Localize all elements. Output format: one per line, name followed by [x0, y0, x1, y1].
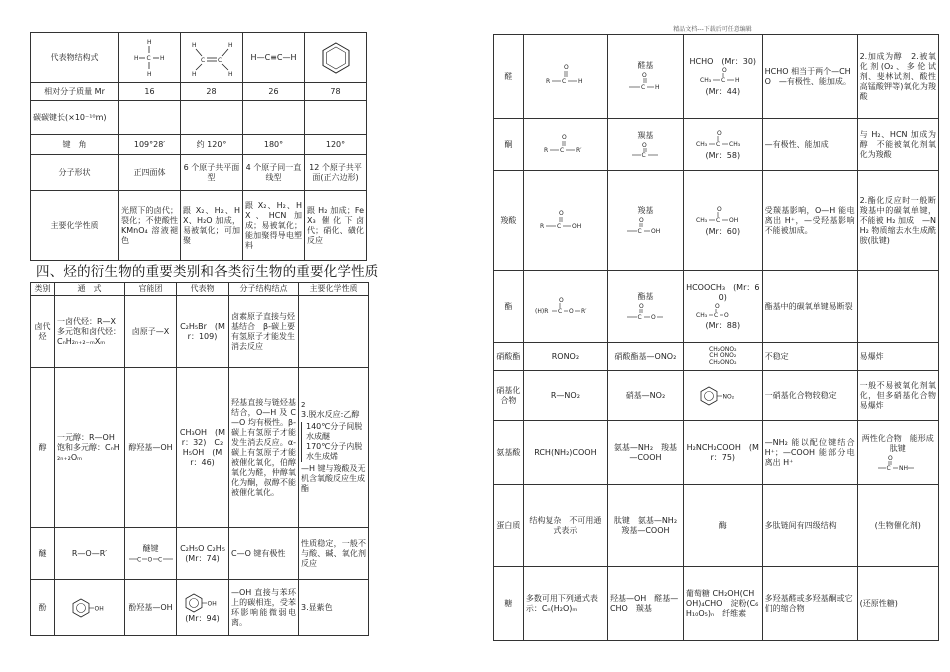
- atom-nh: NH: [898, 464, 908, 472]
- acetic-acid-icon: [695, 205, 751, 227]
- atom-r: R: [544, 146, 549, 154]
- atom-h: H: [191, 41, 197, 49]
- cell: [305, 101, 367, 135]
- cell: [523, 35, 607, 119]
- cell: R—O—R′: [55, 528, 125, 580]
- row-label: 碳碳键长(×10⁻¹⁰m): [31, 101, 119, 135]
- cell: [177, 580, 229, 636]
- cell: 28: [181, 83, 243, 101]
- cell: [55, 580, 125, 636]
- methane-structure: [119, 33, 181, 83]
- cell: 跟 X₂、H₂、HX、H₂O 加成，易被氧化；可加聚: [181, 191, 243, 261]
- cell: [119, 101, 181, 135]
- cell: —NH₂ 能以配位键结合 H⁺；—COOH 能部分电离出 H⁺: [762, 421, 857, 485]
- cell: C₂H₅O C₂H₅ (Mr：74): [177, 528, 229, 580]
- atom-c: C: [720, 76, 725, 84]
- atom-o: O: [639, 302, 645, 310]
- cell: 醇羟基—OH: [125, 368, 177, 528]
- cell-text: 140℃分子间脱水成醚: [306, 421, 363, 441]
- atom-c: C: [560, 146, 565, 154]
- bracket-group: [301, 422, 366, 462]
- cell: 羟基—OH 醛基—CHO 羰基: [607, 567, 683, 641]
- atom-ch3: CH₃: [695, 216, 707, 224]
- cell: [523, 119, 607, 171]
- atom-h: H: [227, 41, 233, 49]
- cell-text: (Mr：88): [705, 320, 741, 330]
- atom-r: R: [540, 222, 545, 230]
- cell: 约 120°: [181, 135, 243, 155]
- cell: 26: [243, 83, 305, 101]
- right-page: [475, 0, 950, 672]
- cell: 12 个原子共平面(正六边形): [305, 155, 367, 191]
- table-row: [31, 296, 369, 368]
- cell: C₂H₅Br (Mr：109): [177, 296, 229, 368]
- cell: RONO₂: [523, 343, 607, 371]
- atom-c: C: [157, 556, 162, 563]
- atom-oh: OH: [651, 227, 661, 235]
- cell: 2.加成为醇 2.被氧化剂(O₂、多伦试剂、斐林试剂、酸性高锰酸钾等)氧化为羧酸: [857, 35, 938, 119]
- cell-text: (Mr：60): [705, 226, 741, 236]
- carboxyl-group-icon: [625, 216, 665, 236]
- cell: 2.酯化反应时一般断羧基中的碳氧单键，不能被 H₂ 加成 —NH₂ 物质缩去水生成酰胺(肽键): [857, 171, 938, 271]
- category-cell: 硝酸酯: [494, 343, 524, 371]
- atom-o: O: [559, 296, 565, 304]
- ester-formula-icon: [535, 296, 595, 318]
- atom-oh: OH: [94, 605, 104, 612]
- atom-h: H: [734, 76, 740, 84]
- cell-text: 170℃分子内脱水生成烯: [306, 441, 363, 461]
- cell: —OH 直接与苯环上的碳相连，受苯环影响能微弱电离。: [229, 580, 299, 636]
- atom-oh: OH: [207, 600, 217, 607]
- derivatives-table: [30, 282, 369, 636]
- cell: 硝基—NO₂: [607, 371, 683, 421]
- cell-text: (Mr：94): [185, 613, 220, 623]
- cell: [299, 368, 369, 528]
- phenol-formula-icon: [70, 597, 110, 619]
- atom-o: O: [716, 129, 722, 137]
- cell-text: CH₂ONO₂: [709, 345, 737, 353]
- table-row: [494, 421, 939, 485]
- cell: 一般不易被氧化剂氧化，但多硝基化合物易爆炸: [857, 371, 938, 421]
- cell-text: 羧基: [637, 205, 654, 215]
- cell: R—NO₂: [523, 371, 607, 421]
- page-header-watermark: 精品文档---下载后可任意编辑: [673, 26, 752, 33]
- atom-c: C: [217, 56, 222, 64]
- cell: (还原性糖): [857, 567, 938, 641]
- category-cell: 醛: [494, 35, 524, 119]
- cell-text: 3.脱水反应:乙醇: [301, 409, 360, 419]
- cell: 酯基中的碳氧单键易断裂: [762, 271, 857, 343]
- atom-c: C: [886, 464, 891, 472]
- table-row: [494, 119, 939, 171]
- col-header: 官能团: [125, 283, 177, 296]
- cell: 多羟基醛或多羟基酮或它们的缩合物: [762, 567, 857, 641]
- atom-o: O: [714, 302, 720, 310]
- cell: [125, 528, 177, 580]
- table-row: [31, 83, 367, 101]
- cell: 正四面体: [119, 155, 181, 191]
- atom-h: H: [578, 77, 583, 85]
- cell: [607, 35, 683, 119]
- atom-c: C: [557, 222, 562, 230]
- atom-ch3: CH₃: [695, 140, 707, 148]
- carboxylic-acid-formula-icon: [536, 209, 594, 233]
- cell: —有极性、能加成: [762, 119, 857, 171]
- cell: [523, 171, 607, 271]
- cell: 与 H₂、HCN 加成为醇 不能被氧化剂氧化为羧酸: [857, 119, 938, 171]
- col-header: 通 式: [55, 283, 125, 296]
- cell-text: CH₂ONO₂: [709, 358, 737, 366]
- category-cell: 羧酸: [494, 171, 524, 271]
- atom-h: H: [159, 54, 165, 62]
- cell: 109°28′: [119, 135, 181, 155]
- atom-o: O: [147, 556, 152, 563]
- cell: 一卤代烃：R—X 多元饱和卤代烃：CₙH₂ₙ₊₂₋ₘXₘ: [55, 296, 125, 368]
- table-row: [494, 35, 939, 119]
- cell: 多数可用下列通式表示：Cₙ(H₂O)ₘ: [523, 567, 607, 641]
- cell: 卤素原子直接与烃基结合 β-碳上要有氢原子才能发生消去反应: [229, 296, 299, 368]
- acetylene-structure: H—C≡C—H: [243, 33, 305, 83]
- atom-c: C: [641, 83, 646, 91]
- cell: [683, 171, 762, 271]
- atom-o: O: [716, 205, 722, 213]
- atom-c: C: [562, 77, 567, 85]
- cell: [607, 271, 683, 343]
- aldehyde-formula-icon: [540, 62, 590, 92]
- cell-text: 两性化合物 能形成肽键: [861, 433, 934, 453]
- cell: 易爆炸: [857, 343, 938, 371]
- ethyl-acetate-icon: [695, 303, 751, 321]
- table-header: [31, 283, 369, 296]
- acetaldehyde-icon: [698, 67, 748, 87]
- cell: 6 个原子共平面型: [181, 155, 243, 191]
- cell: 葡萄糖 CH₂OH(CHOH)₄CHO 淀粉(C₆H₁₀O₅)ₙ 纤维素: [683, 567, 762, 641]
- atom-o: O: [723, 311, 729, 319]
- cell: 酚羟基—OH: [125, 580, 177, 636]
- atom-o: O: [569, 307, 575, 315]
- ether-bond-icon: [129, 554, 173, 564]
- cell: 性质稳定，一般不与酸、碱、氧化剂反应: [299, 528, 369, 580]
- cell-text: (Mr：58): [705, 150, 741, 160]
- cell: 受羰基影响，O—H 能电离出 H⁺，—受羟基影响不能被加成。: [762, 171, 857, 271]
- phenol-structure-icon: [183, 592, 223, 614]
- col-header: 分子结构结点: [229, 283, 299, 296]
- cell: 硝酸酯基—ONO₂: [607, 343, 683, 371]
- cell: 不稳定: [762, 343, 857, 371]
- category-cell: 醇: [31, 368, 55, 528]
- aldehyde-group-icon: [625, 71, 665, 93]
- cell: [683, 343, 762, 371]
- cell: [243, 101, 305, 135]
- cell: 4 个原子同一直线型: [243, 155, 305, 191]
- table-row: [494, 567, 939, 641]
- cell: 120°: [305, 135, 367, 155]
- cell: [857, 421, 938, 485]
- cell-text: 2: [301, 401, 306, 410]
- cell: 跟 H₂ 加成；FeX₃ 催化下卤代；硝化、磺化反应: [305, 191, 367, 261]
- table-row: [31, 368, 369, 528]
- category-cell: 酚: [31, 580, 55, 636]
- atom-c: C: [715, 140, 720, 148]
- category-cell: 酯: [494, 271, 524, 343]
- acetone-icon: [695, 129, 751, 151]
- table-row: [494, 485, 939, 567]
- cell: 78: [305, 83, 367, 101]
- category-cell: 糖: [494, 567, 524, 641]
- atom-no2: NO₂: [722, 393, 734, 400]
- table-row: [494, 171, 939, 271]
- carbonyl-group-icon: [630, 141, 660, 159]
- atom-c: C: [715, 216, 720, 224]
- cell: 一硝基化合物较稳定: [762, 371, 857, 421]
- table-row: [31, 580, 369, 636]
- cell: 羟基直接与链烃基结合，O—H 及 C—O 均有极性。β-碳上有氢原子才能发生消去反应。α-碳上有氢原子才能被催化氧化，伯醇氧化为醛，仲醇氧化为酮，叔醇不能被催化氧化。: [229, 368, 299, 528]
- cell: 3.显紫色: [299, 580, 369, 636]
- cell-text: CH ONO₂: [709, 352, 737, 360]
- cell-text: HCHO (Mr：30): [689, 56, 757, 66]
- cell-text: 醛基: [637, 60, 654, 70]
- cell: 16: [119, 83, 181, 101]
- table-row: [494, 371, 939, 421]
- cell-text: HCOOCH₃ (Mr：60): [686, 282, 760, 302]
- atom-c: C: [641, 151, 647, 159]
- benzene-structure: [305, 33, 367, 83]
- atom-o: O: [559, 209, 565, 217]
- atom-h: H: [655, 83, 660, 91]
- cell: [683, 35, 762, 119]
- atom-ch3: CH₃: [699, 76, 711, 84]
- row-label: 相对分子质量 Mr: [31, 83, 119, 101]
- derivatives-table-continued: [493, 34, 939, 641]
- atom-c: C: [558, 307, 563, 315]
- section-title: 四、烃的衍生物的重要类别和各类衍生物的重要化学性质: [36, 264, 379, 280]
- row-label: 代表物结构式: [31, 33, 119, 83]
- cell: [683, 371, 762, 421]
- table-row: [31, 135, 367, 155]
- atom-r: R′: [581, 307, 587, 315]
- atom-c: C: [136, 556, 141, 563]
- cell: [181, 101, 243, 135]
- table-row: [31, 528, 369, 580]
- table-row: [494, 271, 939, 343]
- atom-o: O: [651, 313, 657, 321]
- cell: 结构复杂 不可用通式表示: [523, 485, 607, 567]
- cell: 跟 X₂、H₂、HX、HCN 加成；易被氧化；能加聚得导电塑料: [243, 191, 305, 261]
- atom-r: R′: [576, 146, 582, 154]
- cell: H₂NCH₂COOH (Mr：75): [683, 421, 762, 485]
- atom-h: H: [146, 38, 152, 46]
- atom-r: (H)R: [535, 307, 549, 315]
- ketone-formula-icon: [538, 133, 592, 157]
- cell-text: 酯基: [637, 291, 654, 301]
- cell: [523, 271, 607, 343]
- cell-text: (Mr：44): [705, 86, 741, 96]
- col-header: 代表物: [177, 283, 229, 296]
- atom-c: C: [146, 54, 151, 62]
- atom-h: H: [191, 70, 197, 78]
- cell: 一元醇：R—OH 饱和多元醇：CₙH₂ₙ₊₂Oₘ: [55, 368, 125, 528]
- atom-o: O: [887, 454, 893, 462]
- atom-c: C: [637, 313, 643, 321]
- cell: [857, 271, 938, 343]
- cell: 光照下的卤代；裂化；不使酸性 KMnO₄ 溶液褪色: [119, 191, 181, 261]
- atom-c: C: [200, 56, 205, 64]
- atom-h: H: [146, 70, 152, 78]
- cell: 卤原子—X: [125, 296, 177, 368]
- atom-o: O: [642, 141, 648, 149]
- cell: HCHO 相当于两个—CHO —有极性、能加成。: [762, 35, 857, 119]
- cell: 多肽链间有四级结构: [762, 485, 857, 567]
- cell: 180°: [243, 135, 305, 155]
- category-cell: 醚: [31, 528, 55, 580]
- peptide-bond-icon: [876, 454, 920, 472]
- cell: CH₃OH (Mr：32) C₂H₅OH (Mr：46): [177, 368, 229, 528]
- table-row: [31, 33, 367, 83]
- atom-h: H: [227, 70, 233, 78]
- ester-group-icon: [625, 302, 665, 322]
- benzene-ring-icon: [319, 41, 353, 75]
- row-label: 主要化学性质: [31, 191, 119, 261]
- category-cell: 蛋白质: [494, 485, 524, 567]
- cell: [683, 271, 762, 343]
- atom-o: O: [562, 133, 568, 141]
- atom-h: H: [133, 54, 139, 62]
- cell-text: 羰基: [637, 130, 654, 140]
- atom-o: O: [639, 216, 645, 224]
- table-row: [31, 191, 367, 261]
- atom-ch3: CH₃: [695, 311, 707, 319]
- category-cell: 氨基酸: [494, 421, 524, 485]
- cell: [607, 171, 683, 271]
- category-cell: 卤代烃: [31, 296, 55, 368]
- cell: [683, 119, 762, 171]
- atom-r: R: [546, 77, 551, 85]
- cell-text: 醚键: [142, 543, 159, 553]
- cell: C—O 键有极性: [229, 528, 299, 580]
- atom-oh: OH: [572, 222, 582, 230]
- atom-oh: OH: [728, 216, 738, 224]
- category-cell: 硝基化合物: [494, 371, 524, 421]
- atom-o: O: [721, 66, 727, 74]
- ethylene-structure: [181, 33, 243, 83]
- row-label: 分子形状: [31, 155, 119, 191]
- atom-c: C: [637, 227, 643, 235]
- hydrocarbon-table: [30, 32, 367, 261]
- category-cell: 酮: [494, 119, 524, 171]
- cell: (生物催化剂): [857, 485, 938, 567]
- atom-o: O: [564, 63, 570, 71]
- table-row: [31, 101, 367, 135]
- row-label: 键 角: [31, 135, 119, 155]
- atom-c: C: [713, 311, 718, 319]
- col-header: 主要化学性质: [299, 283, 369, 296]
- atom-o: O: [642, 71, 648, 79]
- table-row: [31, 155, 367, 191]
- nitrobenzene-icon: [698, 385, 748, 407]
- cell: [299, 296, 369, 368]
- cell: [607, 119, 683, 171]
- cell: 肽键 氨基—NH₂ 羧基—COOH: [607, 485, 683, 567]
- table-row: [494, 343, 939, 371]
- atom-ch3: CH₃: [728, 140, 740, 148]
- cell: 酶: [683, 485, 762, 567]
- col-header: 类别: [31, 283, 55, 296]
- cell-text: —H 键与羧酸及无机含氧酸反应生成酯: [301, 463, 366, 493]
- cell: 氨基—NH₂ 羧基—COOH: [607, 421, 683, 485]
- cell: RCH(NH₂)COOH: [523, 421, 607, 485]
